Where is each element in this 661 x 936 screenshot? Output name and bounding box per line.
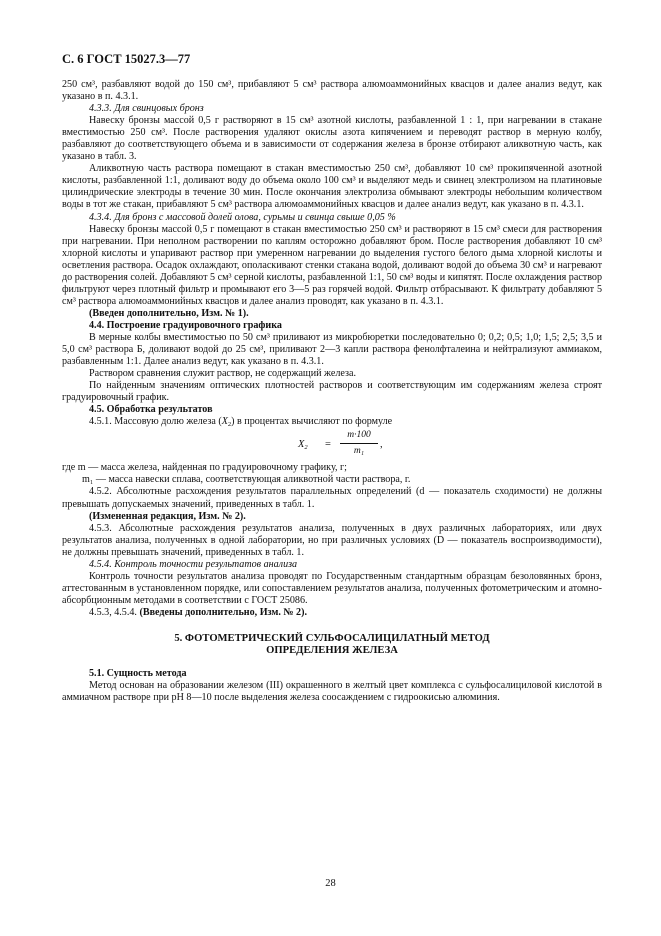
paragraph-parallel-discrepancy: 4.5.2. Абсолютные расхождения результатов параллельных определений (d — показатель сходимости) не должны превышать допускаемых значений, приведенных в табл. 1. <box>62 486 602 510</box>
section-5-1-title: 5.1. Сущность метода <box>89 667 187 679</box>
paragraph-method-principle: Метод основан на образовании железом (III) окрашенного в желтый цвет комплекса с сульфосалициловой кислотой в аммиачном растворе при pH 8—10 после выделения железа соосаждением с гидроокисью алюминия. <box>62 680 602 704</box>
section-5-title <box>62 633 602 658</box>
formula-equals: = <box>325 439 331 451</box>
formula-fraction-bar <box>340 443 378 444</box>
formula-denominator: m₁ <box>353 446 365 457</box>
amendment-note-1: (Введен дополнительно, Изм. № 1). <box>89 307 249 319</box>
formula-numerator: m·100 <box>347 430 371 441</box>
iron-mass-fraction-formula <box>62 430 602 460</box>
amendment-note-2-added <box>62 607 602 619</box>
section-5-title-line-1: 5. ФОТОМЕТРИЧЕСКИЙ СУЛЬФОСАЛИЦИЛАТНЫЙ МЕТОД <box>174 632 490 644</box>
amendment-note-2-revision: (Измененная редакция, Изм. № 2). <box>89 510 246 522</box>
amendment-note-2-text: (Введены дополнительно, Изм. № 2). <box>139 606 307 618</box>
amendment-note-2-clauses: 4.5.3, 4.5.4. <box>89 606 140 618</box>
page-number: 28 <box>325 878 336 889</box>
legend-m1: m₁ — масса навески сплава, соответствующая аликвотной части раствора, г. <box>82 474 411 486</box>
paragraph-volume-continuation: 250 см³, разбавляют водой до 150 см³, прибавляют 5 см³ раствора алюмоаммонийных квасцов и далее анализ ведут, как указано в п. 4.3.1. <box>62 79 602 103</box>
paragraph-lead-bronze-dissolution: Навеску бронзы массой 0,5 г растворяют в 15 см³ азотной кислоты, разбавленной 1 : 1, при нагревании в стакане вместимостью 250 см³. После растворения удаляют окислы азота кипячением и переводят раствор в мерную колбу, разбавляют до соответствующего объема и в зависимости от содержания железа в бронзе отбирают аликвотную часть, как указано в табл. 3. <box>62 115 602 163</box>
paragraph-reference-solution: Раствором сравнения служит раствор, не содержащий железа. <box>89 368 356 380</box>
paragraph-electrolysis: Аликвотную часть раствора помещают в стакан вместимостью 250 см³, добавляют 10 см³ прокипяченной азотной кислоты, разбавленной 1:1, доливают воду до объема около 100 см³ и выделяют медь и свинец электролизом на платиновые цилиндрические электроды в течение 30 мин. После окончания электролиза обмывают электроды небольшим количеством воды в тот же стакан, прибавляют 5 см³ раствора алюмоаммонийных квасцов и далее анализ ведут, как указано в п. 4.3.1. <box>62 163 602 211</box>
paragraph-calibration-graph: По найденным значениям оптических плотностей растворов и соответствующим им содержаниям железа строят градуировочный график. <box>62 380 602 404</box>
section-4-4-title: 4.4. Построение градуировочного графика <box>89 319 282 331</box>
subsection-4-3-3-title: 4.3.3. Для свинцовых бронз <box>89 103 204 115</box>
paragraph-accuracy-control: Контроль точности результатов анализа проводят по Государственным стандартным образцам безоловянных бронз, аттестованным в установленном порядке, или сопоставлением результатов анализа, полученных фотометрическим и атомно-абсорбционным методами в соответствии с ГОСТ 25086. <box>62 570 602 606</box>
paragraph-mass-fraction-intro <box>62 416 602 428</box>
document-header: С. 6 ГОСТ 15027.3—77 <box>62 52 191 66</box>
mass-fraction-text-post: ) в процентах вычисляют по формуле <box>231 416 393 428</box>
document-page <box>62 52 602 704</box>
mass-fraction-text-pre: 4.5.1. Массовую долю железа ( <box>89 416 222 428</box>
subsection-4-3-4-title: 4.3.4. Для бронз с массовой долей олова, сурьмы и свинца свыше 0,05 % <box>89 211 396 223</box>
section-4-5-title: 4.5. Обработка результатов <box>89 404 213 416</box>
paragraph-calibration-flasks: В мерные колбы вместимостью по 50 см³ приливают из микробюретки последовательно 0; 0,2; 0,5; 1,0; 1,5; 2,5; 3,5 и 5,0 см³ раствора Б, доливают водой до 25 см³, приливают 2—3 капли раствора фенолфталеина и нейтрализуют аммиаком, разбавленным 1:1. Далее анализ ведут, как указано в п. 4.3.1. <box>62 331 602 368</box>
mass-fraction-variable-subscript: 2 <box>227 421 232 429</box>
formula-trailing-comma: , <box>380 439 383 451</box>
legend-m: где m — масса железа, найденная по градуировочному графику, г; <box>62 462 347 474</box>
paragraph-interlab-discrepancy: 4.5.3. Абсолютные расхождения результатов анализа, полученных в двух различных лабораториях, или двух результатов анализа, полученных в одной лаборатории, но при различных условиях (D — показатель воспроизводимости), не должны превышать значений, приведенных в табл. 1. <box>62 522 602 558</box>
mass-fraction-variable: X <box>221 416 228 428</box>
paragraph-tin-antimony-bronze: Навеску бронзы массой 0,5 г помещают в стакан вместимостью 250 см³ и растворяют в 15 см³ смеси для растворения при нагревании. При неполном растворении по каплям осторожно добавляют бром. После растворения добавляют 10 см³ хлорной кислоты и упаривают раствор при умеренном нагревании до выделения густого белого дыма хлорной кислоты и осветления раствора. Осадок охлаждают, ополаскивают стенки стакана водой, доливают водой до объема 30 см³ и нагревают до растворения солей. Добавляют 5 см³ серной кислоты, разбавленной 1:1, 50 см³ воды и кипятят. После охлаждения раствор фильтруют через плотный фильтр и промывают его 3—5 раз горячей водой. Фильтр отбрасывают. К фильтрату добавляют 5 см³ раствора алюмоаммонийных квасцов и далее анализ проводят, как указано в п. 4.3.1. <box>62 223 602 307</box>
section-5-title-line-2: ОПРЕДЕЛЕНИЯ ЖЕЛЕЗА <box>266 645 398 657</box>
subsection-4-5-4-title: 4.5.4. Контроль точности результатов анализа <box>89 558 298 570</box>
formula-lhs: $X_2$ <box>298 439 308 452</box>
